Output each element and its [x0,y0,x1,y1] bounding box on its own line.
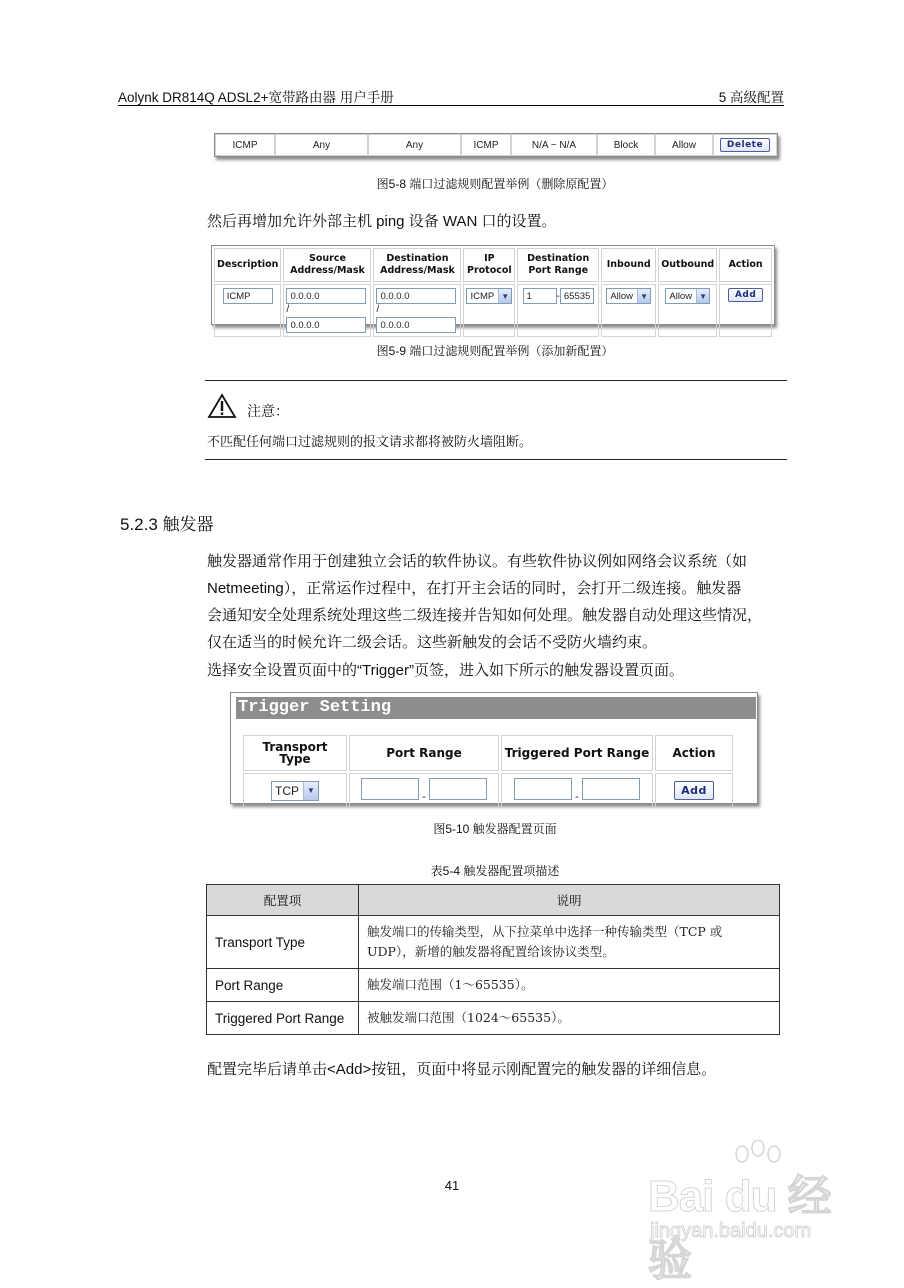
trigger-description-table [206,884,780,1035]
section-title: 5.2.3 触发器 [120,515,214,534]
closing-text: 配置完毕后请单击<Add>按钮，页面中将显示刚配置完的触发器的详细信息。 [207,1061,717,1078]
col-port-range: Port Range [349,735,499,771]
cell-port-range: N/A ~ N/A [511,134,597,156]
item-cell: Port Range [207,969,359,1002]
dash-separator: - [575,791,579,803]
note-title: 注意： [247,403,289,419]
chevron-down-icon: ▼ [498,289,511,303]
triggered-port-to-input[interactable] [582,778,640,800]
filter-rule-form-table [212,246,774,339]
description-cell: 触发端口范围（1～65535）。 [359,969,780,1002]
table-row [207,916,780,969]
page-header [118,86,784,106]
port-range-from-input[interactable] [361,778,419,800]
dash-separator: - [422,791,426,803]
col-port-range: Destination Port Range [517,248,599,282]
table-row [207,969,780,1002]
watermark-brand: Bai du 经验 [648,1172,831,1285]
dash-separator: - [556,291,560,302]
cell-port-range [517,284,599,337]
manual-title: Aolynk DR814Q ADSL2+宽带路由器 用户手册 [118,90,394,105]
slash-separator: / [376,304,380,315]
cell-source: Any [275,134,368,156]
note-text: 不匹配任何端口过滤规则的报文请求都将被防火墙阻断。 [207,435,533,450]
item-cell: Transport Type [207,916,359,969]
col-triggered-port-range: Triggered Port Range [501,735,653,771]
figure-5-9-caption: 图5-9 端口过滤规则配置举例（添加新配置） [376,344,614,358]
filter-rule-row-table [215,134,777,156]
col-action: Action [719,248,772,282]
header-row [207,885,780,916]
table-5-4-title: 表5-4 触发器配置项描述 [430,864,560,878]
page-number: 41 [444,1178,460,1193]
cell-outbound [658,284,717,337]
cell-action [655,773,733,808]
description-cell: 被触发端口范围（1024～65535）。 [359,1002,780,1035]
col-description: 说明 [359,885,780,916]
figure-5-8-caption: 图5-8 端口过滤规则配置举例（删除原配置） [376,177,614,191]
baidu-watermark [640,1140,850,1285]
source-address-input[interactable]: 0.0.0.0 [286,288,366,304]
inbound-select[interactable] [606,288,651,304]
slash-separator: / [286,304,290,315]
paragraph-line: 仅在适当的时候允许二级会话。这些新触发的会话不受防火墙约束。 [207,634,658,651]
description-cell: 触发端口的传输类型，从下拉菜单中选择一种传输类型（TCP 或 UDP），新增的触发器将配置给该协议类型。 [359,916,780,969]
header-row [243,735,733,771]
outbound-value: Allow [669,290,693,302]
cell-transport-type [243,773,347,808]
trigger-setting-screenshot [230,692,758,804]
port-from-input[interactable]: 1 [523,288,557,304]
figure-5-10-caption: 图5-10 触发器配置页面 [433,822,557,836]
watermark-url: jingyan.baidu.com [650,1220,812,1242]
source-mask-input[interactable]: 0.0.0.0 [286,317,366,333]
intro-ping-text: 然后再增加允许外部主机 ping 设备 WAN 口的设置。 [207,213,557,230]
col-outbound: Outbound [658,248,717,282]
add-button[interactable]: Add [728,288,763,302]
protocol-value: ICMP [470,290,495,302]
delete-button[interactable]: Delete [720,138,770,152]
warning-icon [207,393,237,419]
cell-description [214,284,281,337]
col-transport-type: Transport Type [243,735,347,771]
cell-port-range [349,773,499,808]
col-action: Action [655,735,733,771]
paragraph-line: 会通知安全处理系统处理这些二级连接并告知如何处理。触发器自动处理这些情况， [207,607,763,624]
chevron-down-icon: ▼ [637,289,650,303]
table-row [215,134,777,156]
cell-triggered-port-range [501,773,653,808]
cell-destination [373,284,461,337]
port-range-to-input[interactable] [429,778,487,800]
paragraph-line: Netmeeting），正常运作过程中，在打开主会话的同时，会打开二级连接。触发器 [207,580,742,597]
cell-inbound [601,284,656,337]
trigger-table [241,733,735,810]
port-to-input[interactable]: 65535 [560,288,594,304]
cell-outbound: Allow [655,134,713,156]
protocol-select[interactable] [466,288,512,304]
header-row [214,248,772,282]
description-input[interactable]: ICMP [223,288,273,304]
cell-destination: Any [368,134,461,156]
figure-5-9-screenshot [211,245,775,331]
input-row [243,773,733,808]
chevron-down-icon: ▼ [303,782,318,800]
outbound-select[interactable] [665,288,710,304]
item-cell: Triggered Port Range [207,1002,359,1035]
col-item: 配置项 [207,885,359,916]
col-source: Source Address/Mask [283,248,371,282]
chevron-down-icon: ▼ [696,289,709,303]
section-paragraph [207,548,787,656]
figure-5-8-screenshot [214,133,778,157]
inbound-value: Allow [610,290,634,302]
intro-trigger-text: 选择安全设置页面中的“Trigger”页签，进入如下所示的触发器设置页面。 [207,662,684,679]
cell-action [719,284,772,337]
col-inbound: Inbound [601,248,656,282]
chapter-title: 5 高级配置 [718,90,784,105]
paragraph-line: 触发器通常作用于创建独立会话的软件协议。有些软件协议例如网络会议系统（如 [207,553,748,570]
triggered-port-from-input[interactable] [514,778,572,800]
trigger-setting-title: Trigger Setting [236,697,756,719]
destination-mask-input[interactable]: 0.0.0.0 [376,317,456,333]
note-box [205,380,787,460]
col-description: Description [214,248,281,282]
add-button[interactable]: Add [674,781,714,800]
col-protocol: IP Protocol [463,248,515,282]
input-row [214,284,772,337]
cell-action [713,134,777,156]
cell-protocol: ICMP [461,134,511,156]
transport-type-select[interactable] [271,781,319,801]
cell-inbound: Block [597,134,655,156]
cell-protocol [463,284,515,337]
table-row [207,1002,780,1035]
transport-type-value: TCP [275,783,299,798]
cell-source [283,284,371,337]
cell-description: ICMP [215,134,275,156]
destination-address-input[interactable]: 0.0.0.0 [376,288,456,304]
col-destination: Destination Address/Mask [373,248,461,282]
